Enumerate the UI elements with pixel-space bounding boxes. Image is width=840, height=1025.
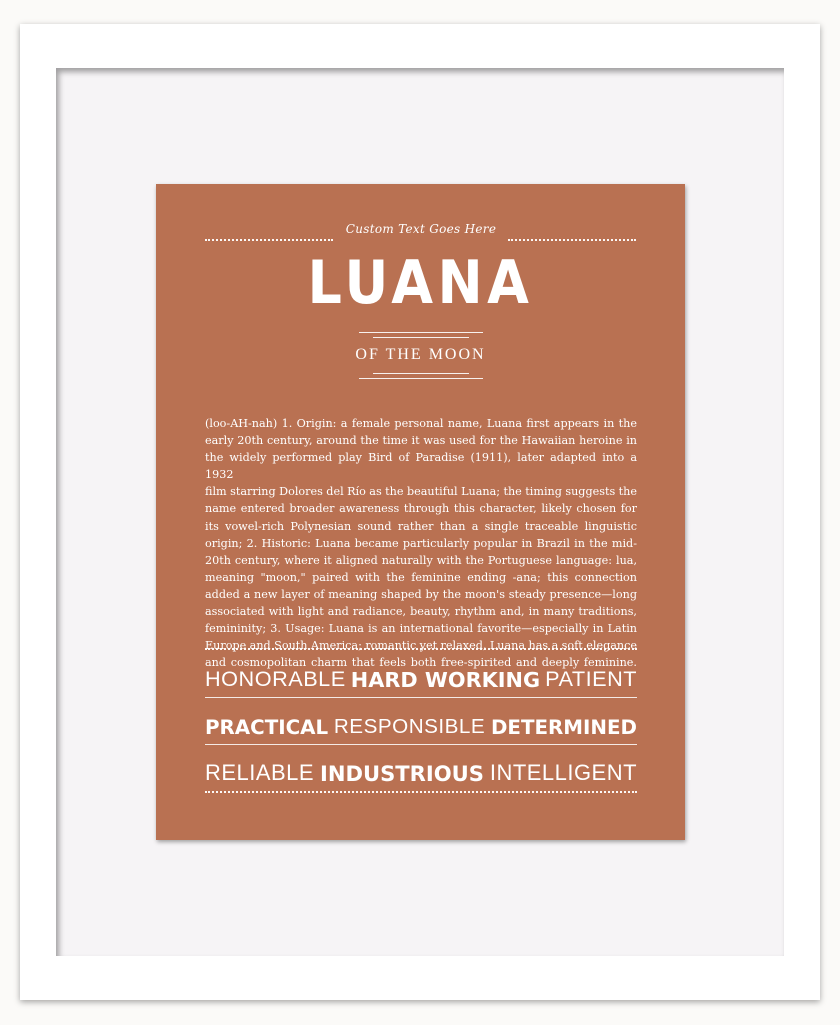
dotted-divider-right — [508, 239, 636, 241]
name-meaning: OF THE MOON — [355, 346, 486, 363]
traits-row-2 — [205, 703, 637, 739]
definition-line: early 20th century, around the time it was used for the Hawaiian heroine in — [205, 434, 637, 448]
trait: DETERMINED — [490, 716, 637, 739]
traits-row-3 — [205, 750, 637, 786]
dotted-divider-left — [205, 239, 333, 241]
definition-line: the widely performed play Bird of Paradise (1911), later adapted into a 1932 — [205, 451, 637, 482]
definition-line: and cosmopolitan charm that feels both free-spirited and deeply feminine. — [205, 656, 637, 670]
definition-line: added a new layer of meaning shaped by the moon's steady presence—long — [205, 587, 637, 601]
name-definition — [205, 415, 637, 671]
definition-line: Europe and South America; romantic yet relaxed, Luana has a soft elegance — [205, 639, 637, 653]
dotted-divider-traits-top — [205, 648, 637, 650]
rule-top-2 — [373, 337, 469, 338]
definition-line: origin; 2. Historic: Luana became particularly popular in Brazil in the mid- — [205, 536, 637, 550]
custom-text: Custom Text Goes Here — [345, 222, 497, 236]
trait: PATIENT — [545, 666, 637, 691]
poster-name: LUANA — [307, 248, 534, 318]
name-poster — [156, 184, 685, 840]
traits-separator — [205, 744, 637, 745]
trait: RESPONSIBLE — [333, 715, 486, 738]
definition-line: meaning "moon," paired with the feminine ending -ana; this connection — [205, 570, 637, 584]
dotted-divider-traits-bottom — [205, 791, 637, 793]
trait: INDUSTRIOUS — [319, 761, 484, 786]
definition-line: its vowel-rich Polynesian sound rather than a single traceable linguistic — [205, 519, 637, 533]
definition-line: name entered broader awareness through this character, likely chosen for — [205, 502, 637, 516]
definition-line: (loo-AH-nah) 1. Origin: a female personal name, Luana first appears in the — [205, 417, 637, 430]
rule-bottom-1 — [373, 373, 469, 374]
rule-top-1 — [359, 332, 483, 333]
trait: RELIABLE — [205, 760, 315, 785]
trait: HARD WORKING — [350, 668, 541, 692]
trait: INTELLIGENT — [489, 760, 637, 785]
definition-line: associated with light and radiance, beauty, rhythm and, in many traditions, — [205, 605, 637, 619]
trait: PRACTICAL — [205, 716, 329, 739]
definition-line: femininity; 3. Usage: Luana is an international favorite—especially in Latin — [205, 622, 637, 636]
traits-separator — [205, 697, 637, 698]
definition-line: film starring Dolores del Río as the beautiful Luana; the timing suggests the — [205, 485, 637, 499]
definition-line: 20th century, where it aligned naturally with the Portuguese language: lua, — [205, 553, 637, 567]
trait: HONORABLE — [205, 666, 346, 691]
traits-row-1 — [205, 656, 637, 692]
rule-bottom-2 — [359, 378, 483, 379]
